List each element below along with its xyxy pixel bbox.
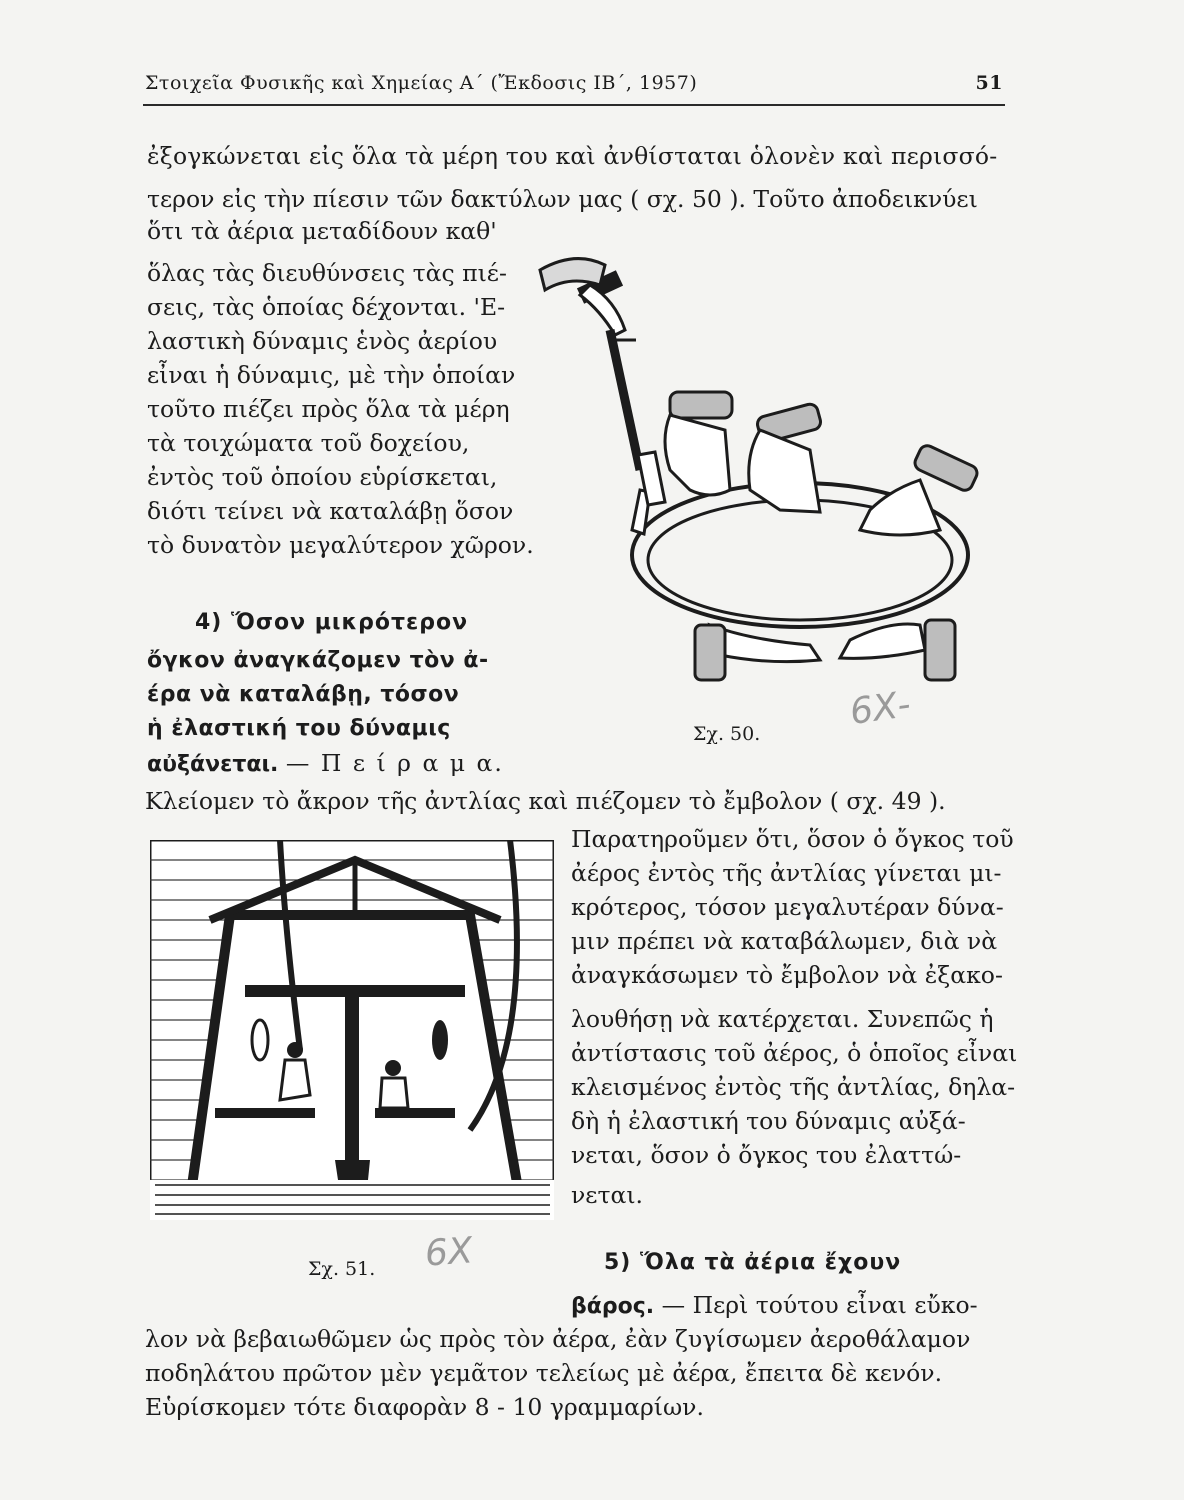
paragraph-line: λον νὰ βεβαιωθῶμεν ὡς πρὸς τὸν ἀέρα, ἐὰν ζυγίσωμεν ἀεροθάλαμον bbox=[145, 1325, 971, 1353]
paragraph-line: ἐντὸς τοῦ ὁποίου εὑρίσκεται, bbox=[147, 463, 498, 491]
paragraph-line: λαστικὴ δύναμις ἑνὸς ἀερίου bbox=[147, 327, 498, 355]
paragraph-line: διότι τείνει νὰ καταλάβῃ ὅσον bbox=[147, 497, 514, 525]
pump-rod bbox=[610, 330, 640, 470]
paragraph-line: τοῦτο πιέζει πρὸς ὅλα τὰ μέρη bbox=[147, 395, 510, 423]
figure-51-illustration bbox=[150, 840, 554, 1220]
paragraph-line: τερον εἰς τὴν πίεσιν τῶν δακτύλων μας ( σχ. 50 ). Τοῦτο ἀποδεικνύει bbox=[147, 185, 978, 213]
hand-1 bbox=[665, 415, 730, 495]
section-5-heading-line-2 bbox=[571, 1290, 978, 1322]
paragraph-line: ὅλας τὰς διευθύνσεις τὰς πιέ- bbox=[147, 259, 507, 287]
paragraph-line: Κλείομεν τὸ ἄκρον τῆς ἀντλίας καὶ πιέζομεν τὸ ἔμβολον ( σχ. 49 ). bbox=[145, 787, 946, 815]
header-rule bbox=[143, 104, 1005, 106]
experiment-label: — Π ε ί ρ α μ α. bbox=[285, 749, 504, 777]
window-right bbox=[432, 1020, 448, 1060]
running-header bbox=[145, 68, 1005, 100]
hand-2 bbox=[749, 430, 820, 512]
pump-hand bbox=[580, 285, 625, 335]
section-4-heading-end: αὐξάνεται. bbox=[147, 752, 279, 777]
paragraph-line: εἶναι ἡ δύναμις, μὲ τὴν ὁποίαν bbox=[147, 361, 516, 389]
handwritten-note: 6Χ bbox=[423, 1230, 474, 1275]
worker-1 bbox=[280, 1060, 310, 1100]
paragraph-line: σεις, τὰς ὁποίας δέχονται. 'Ε- bbox=[147, 293, 506, 321]
paragraph-line: κρότερος, τόσον μεγαλυτέραν δύνα- bbox=[571, 893, 1004, 921]
paragraph-line: Παρατηροῦμεν ὅτι, ὅσον ὁ ὄγκος τοῦ bbox=[571, 825, 1014, 853]
figure-50-illustration bbox=[520, 240, 1000, 700]
page-number: 51 bbox=[975, 72, 1003, 94]
section-4-heading-line: 4) Ὅσον μικρότερον bbox=[195, 610, 469, 635]
figure-51-caption: Σχ. 51. bbox=[308, 1258, 376, 1280]
section-4-heading-line: ἡ ἐλαστική του δύναμις bbox=[147, 716, 451, 741]
paragraph-line: κλεισμένος ἐντὸς τῆς ἀντλίας, δηλα- bbox=[571, 1073, 1016, 1101]
worker-1-head bbox=[287, 1042, 303, 1058]
bench-left bbox=[215, 1108, 315, 1118]
paragraph-line: νεται, ὅσον ὁ ὄγκος του ἐλαττώ- bbox=[571, 1141, 962, 1169]
paragraph-line: δὴ ἡ ἐλαστική του δύναμις αὐξά- bbox=[571, 1107, 966, 1135]
section-4-heading-line: έρα νὰ καταλάβῃ, τόσον bbox=[147, 682, 460, 707]
paragraph-line: τὰ τοιχώματα τοῦ δοχείου, bbox=[147, 429, 470, 457]
paragraph-line: Εὑρίσκομεν τότε διαφορὰν 8 - 10 γραμμαρίων. bbox=[145, 1393, 704, 1421]
window-left bbox=[252, 1020, 268, 1060]
paragraph-line: λουθήσῃ νὰ κατέρχεται. Συνεπῶς ἡ bbox=[571, 1005, 994, 1033]
section-5-heading-end: βάρος. bbox=[571, 1294, 655, 1319]
paragraph-line: ἐξογκώνεται εἰς ὅλα τὰ μέρη του καὶ ἀνθίσταται ὁλονὲν καὶ περισσό- bbox=[147, 142, 998, 170]
paragraph-line: ἀέρος ἐντὸς τῆς ἀντλίας γίνεται μι- bbox=[571, 859, 1002, 887]
section-4-heading-last-line bbox=[147, 748, 504, 780]
header-title: Στοιχεῖα Φυσικῆς καὶ Χημείας Α΄ (Ἔκδοσις ΙΒ΄, 1957) bbox=[145, 72, 698, 94]
worker-2 bbox=[380, 1078, 408, 1108]
worker-2-head bbox=[385, 1060, 401, 1076]
hand-5 bbox=[840, 624, 925, 658]
paragraph-line: ἀναγκάσωμεν τὸ ἔμβολον νὰ ἐξακο- bbox=[571, 961, 1003, 989]
paragraph-line: ποδηλάτου πρῶτον μὲν γεμᾶτον τελείως μὲ ἀέρα, ἔπειτα δὲ κενόν. bbox=[145, 1359, 943, 1387]
pump-column bbox=[345, 995, 359, 1175]
section-5-text-start: — Περὶ τούτου εἶναι εὔκο- bbox=[661, 1291, 978, 1319]
paragraph-line: τὸ δυνατὸν μεγαλύτερον χῶρον. bbox=[147, 531, 534, 559]
section-4-heading-line: ὄγκον ἀναγκάζομεν τὸν ἀ- bbox=[147, 648, 489, 673]
paragraph-line: ὅτι τὰ ἀέρια μεταδίδουν καθ' bbox=[147, 217, 497, 245]
cuff-5 bbox=[925, 620, 955, 680]
handwritten-note: 6Χ- bbox=[847, 683, 914, 734]
paragraph-line: νεται. bbox=[571, 1181, 644, 1209]
figure-50-caption: Σχ. 50. bbox=[693, 723, 761, 745]
cuff-4 bbox=[695, 625, 725, 680]
cuff-1 bbox=[670, 392, 732, 418]
paragraph-line: μιν πρέπει νὰ καταβάλωμεν, διὰ νὰ bbox=[571, 927, 998, 955]
paragraph-line: ἀντίστασις τοῦ ἀέρος, ὁ ὁποῖος εἶναι bbox=[571, 1039, 1018, 1067]
section-5-heading: 5) Ὅλα τὰ ἀέρια ἔχουν bbox=[604, 1250, 902, 1275]
